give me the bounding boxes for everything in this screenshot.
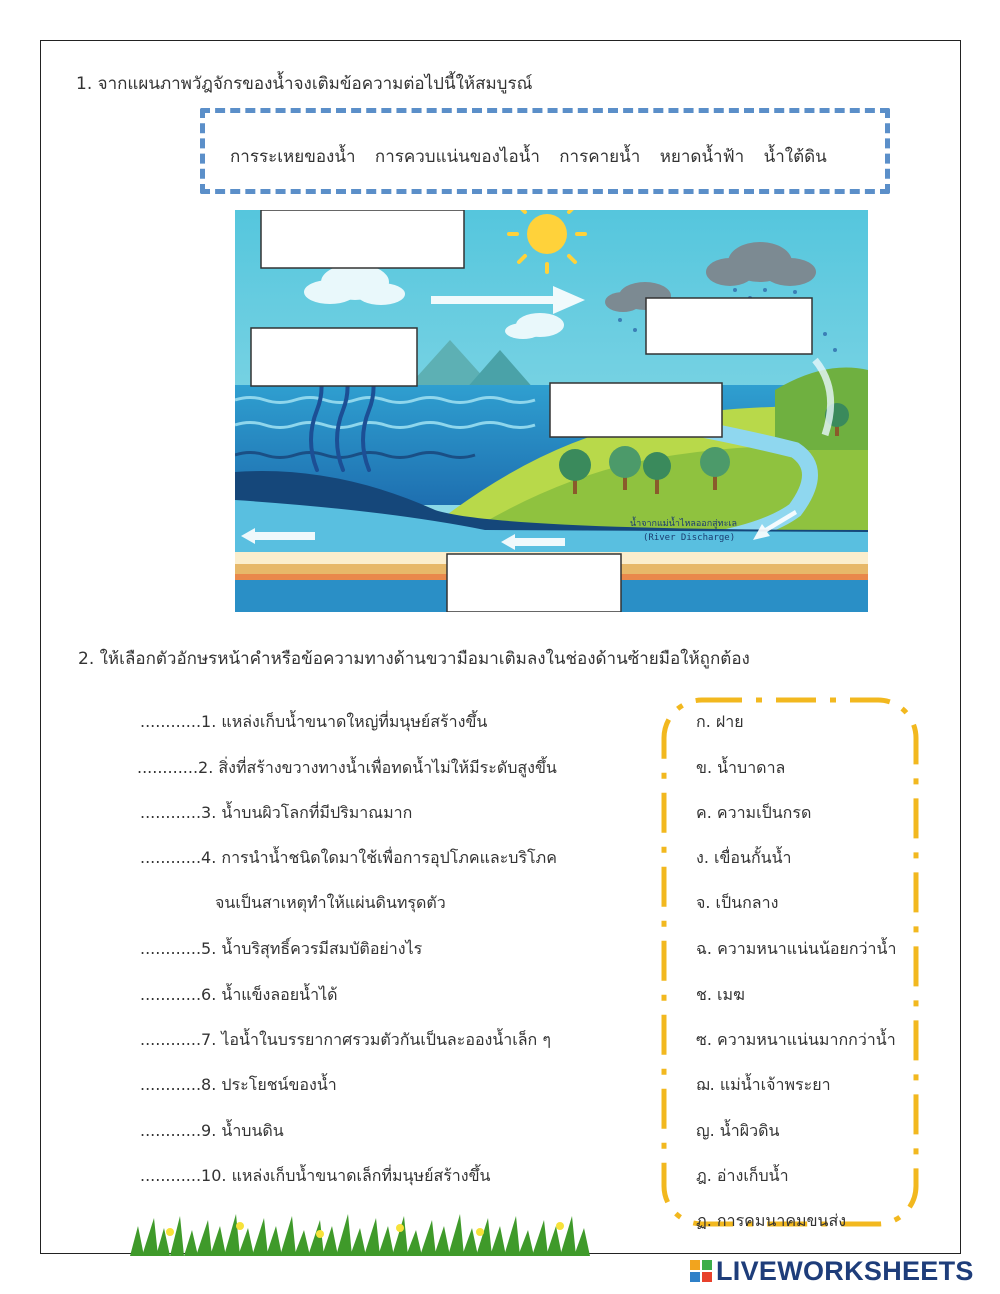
river-discharge-label: น้ำจากแม่น้ำไหลออกสู่ทะเล xyxy=(630,519,738,529)
match-item[interactable]: ............8. ประโยชน์ของน้ำ xyxy=(140,1075,337,1094)
brand-text: LIVEWORKSHEETS xyxy=(716,1255,974,1286)
match-item[interactable]: ............2. สิ่งที่สร้างขวางทางน้ำเพื่อทดน้ำไม่ให้มีระดับสูงขึ้น xyxy=(137,758,557,777)
choice-item: ฎ. อ่างเก็บน้ำ xyxy=(696,1166,789,1185)
liveworksheets-logo-icon xyxy=(690,1260,712,1282)
match-item[interactable]: ............7. ไอน้ำในบรรยากาศรวมตัวกันเป็นละอองน้ำเล็ก ๆ xyxy=(140,1030,551,1049)
choice-item: ญ. น้ำผิวดิน xyxy=(696,1121,780,1140)
match-item-continuation: จนเป็นสาเหตุทำให้แผ่นดินทรุดตัว xyxy=(215,893,446,912)
answer-box[interactable] xyxy=(251,328,417,386)
brand-logo xyxy=(690,1254,974,1288)
choice-item: ก. ฝาย xyxy=(696,712,744,731)
word-bank xyxy=(230,143,841,170)
word-bank-item: การระเหยของน้ำ xyxy=(230,147,356,167)
match-item[interactable]: ............4. การนำน้ำชนิดใดมาใช้เพื่อการอุปโภคและบริโภค xyxy=(140,848,557,867)
choice-item: ง. เขื่อนกั้นน้ำ xyxy=(696,848,792,867)
choice-item: ค. ความเป็นกรด xyxy=(696,803,812,822)
question-1-text: 1. จากแผนภาพวัฎจักรของน้ำจงเติมข้อความต่อไปนี้ให้สมบูรณ์ xyxy=(76,74,533,94)
choice-item: ซ. ความหนาแน่นมากกว่าน้ำ xyxy=(696,1030,896,1049)
match-item[interactable]: ............9. น้ำบนดิน xyxy=(140,1121,284,1140)
choice-item: ข. น้ำบาดาล xyxy=(696,758,786,777)
word-bank-item: การควบแน่นของไอน้ำ xyxy=(374,147,540,167)
choice-item: จ. เป็นกลาง xyxy=(696,893,779,912)
match-item[interactable]: ............6. น้ำแข็งลอยน้ำได้ xyxy=(140,985,338,1004)
word-bank-item: น้ำใต้ดิน xyxy=(763,147,827,167)
choice-item: ฌ. แม่น้ำเจ้าพระยา xyxy=(696,1075,831,1094)
match-item[interactable]: ............3. น้ำบนผิวโลกที่มีปริมาณมาก xyxy=(140,803,413,822)
answer-box[interactable] xyxy=(447,554,621,612)
choice-item: ช. เมฆ xyxy=(696,985,745,1004)
match-item[interactable]: ............10. แหล่งเก็บน้ำขนาดเล็กที่มนุษย์สร้างขึ้น xyxy=(140,1166,491,1185)
choice-item: ฉ. ความหนาแน่นน้อยกว่าน้ำ xyxy=(696,939,897,958)
answer-box[interactable] xyxy=(550,383,722,437)
answer-box[interactable] xyxy=(646,298,812,354)
river-discharge-label-en: (River Discharge) xyxy=(643,533,736,543)
match-item[interactable]: ............5. น้ำบริสุทธิ์ควรมีสมบัติอย่างไร xyxy=(140,939,423,958)
choice-item: ฏ. การคมนาคมขนส่ง xyxy=(696,1211,847,1230)
question-2-text: 2. ให้เลือกตัวอักษรหน้าคำหรือข้อความทางด้านขวามือมาเติมลงในช่องด้านซ้ายมือให้ถูกต้อง xyxy=(78,649,750,669)
answer-box[interactable] xyxy=(261,210,464,268)
water-cycle-diagram xyxy=(235,210,868,612)
grass-decoration xyxy=(130,1212,600,1256)
match-item[interactable]: ............1. แหล่งเก็บน้ำขนาดใหญ่ที่มนุษย์สร้างขึ้น xyxy=(140,712,488,731)
word-bank-item: การคายน้ำ xyxy=(559,147,641,167)
word-bank-item: หยาดน้ำฟ้า xyxy=(659,147,745,167)
